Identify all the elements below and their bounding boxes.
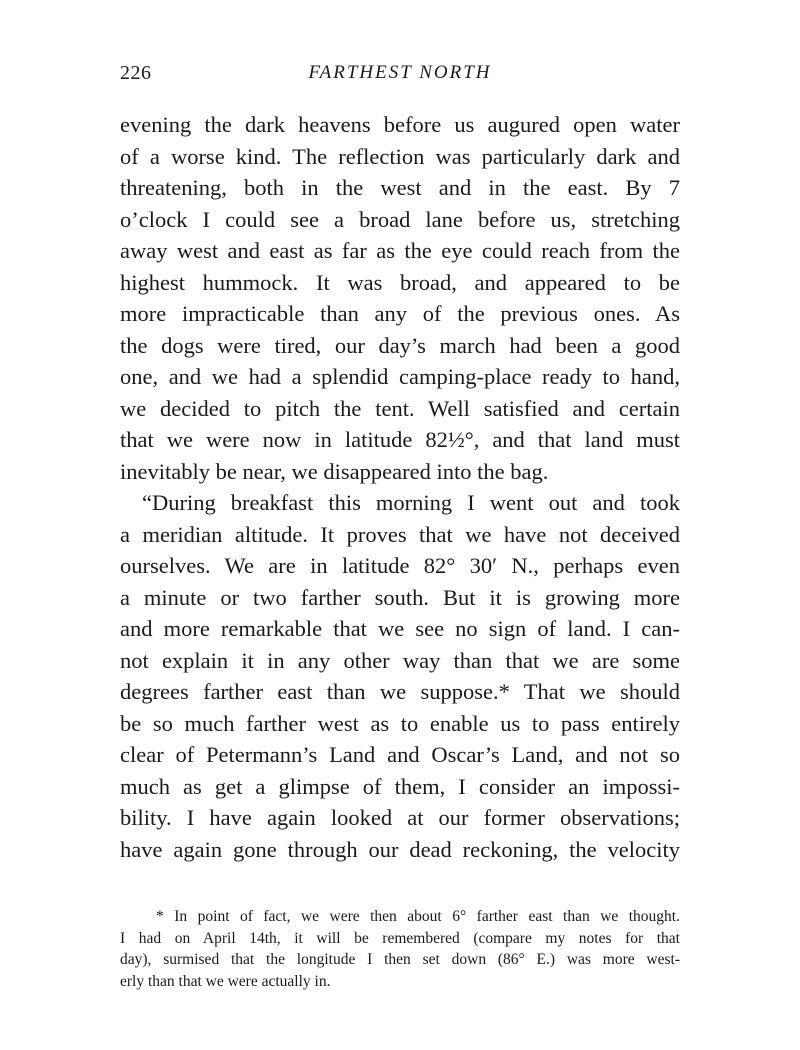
text-line: bility. I have again looked at our former observations; bbox=[120, 805, 680, 830]
text-line: threatening, both in the west and in the east. By 7 bbox=[120, 175, 680, 200]
text-line: evening the dark heavens before us augured open water bbox=[120, 112, 680, 137]
text-line: away west and east as far as the eye could reach from the bbox=[120, 238, 680, 263]
text-line: much as get a glimpse of them, I consider an impossi- bbox=[120, 773, 680, 799]
text-line: the dogs were tired, our day’s march had been a good bbox=[120, 332, 680, 358]
text-line: clear of Petermann’s Land and Oscar’s Land, and not so bbox=[120, 742, 680, 767]
page-header bbox=[120, 62, 680, 92]
footnote-line: * In point of fact, we were then about 6° farther east than we thought. bbox=[156, 908, 680, 925]
running-title: FARTHEST NORTH bbox=[308, 62, 492, 83]
text-line: inevitably be near, we disappeared into the bag. bbox=[120, 458, 549, 484]
text-line: that we were now in latitude 82½°, and that land must bbox=[120, 427, 680, 452]
text-line: o’clock I could see a broad lane before us, stretching bbox=[120, 206, 680, 232]
text-line: ourselves. We are in latitude 82° 30′ N., perhaps even bbox=[120, 553, 680, 578]
footnote-line: day), surmised that the longitude I then set down (86° E.) was more west- bbox=[120, 951, 680, 968]
text-line: “During breakfast this morning I went out and took bbox=[142, 490, 680, 515]
page-number: 226 bbox=[120, 62, 152, 84]
text-line: highest hummock. It was broad, and appeared to be bbox=[120, 269, 680, 295]
text-line: we decided to pitch the tent. Well satisfied and certain bbox=[120, 395, 680, 421]
text-line: have again gone through our dead reckoning, the velocity bbox=[120, 836, 680, 862]
footnote-line: erly than that we were actually in. bbox=[120, 972, 331, 990]
text-line: and more remarkable that we see no sign of land. I can- bbox=[120, 616, 680, 641]
body-text bbox=[120, 109, 680, 865]
text-line: a meridian altitude. It proves that we have not deceived bbox=[120, 521, 680, 547]
footnote bbox=[120, 906, 680, 992]
text-line: not explain it in any other way than that we are some bbox=[120, 647, 680, 673]
text-line: degrees farther east than we suppose.* That we should bbox=[120, 679, 680, 704]
footnote-line: I had on April 14th, it will be remembered (compare my notes for that bbox=[120, 929, 680, 947]
text-line: a minute or two farther south. But it is growing more bbox=[120, 584, 680, 610]
text-line: be so much farther west as to enable us to pass entirely bbox=[120, 710, 680, 736]
text-line: one, and we had a splendid camping-place ready to hand, bbox=[120, 364, 680, 389]
text-line: of a worse kind. The reflection was particularly dark and bbox=[120, 143, 680, 169]
text-line: more impracticable than any of the previous ones. As bbox=[120, 301, 680, 326]
